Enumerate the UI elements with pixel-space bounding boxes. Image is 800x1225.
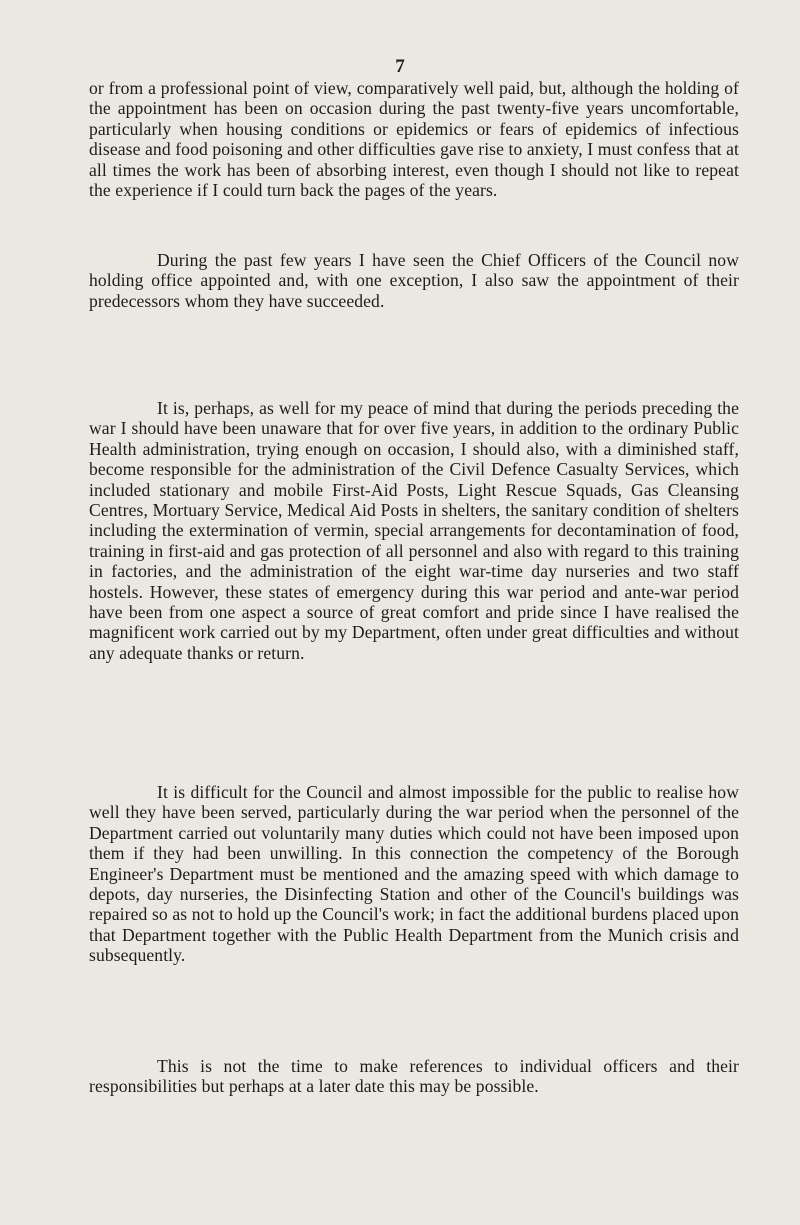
paragraph-council-service — [89, 782, 739, 966]
paragraph-text: It is difficult for the Council and almost impossible for the public to realise how well they have been served, particularly during the war period when the personnel of the Department carried out voluntarily many duties which could not have been imposed upon them if they had been unwilling. In this connection the competency of the Borough Engineer's Department must be mentioned and the amazing speed with which damage to depots, day nurseries, the Disinfecting Station and other of the Council's buildings was repaired so as not to hold up the Council's work; in fact the additional burdens placed upon that Department together with the Public Health Department from the Munich crisis and subsequently. — [89, 782, 739, 966]
paragraph-text: It is, perhaps, as well for my peace of mind that during the periods preceding the war I should have been unaware that for over five years, in addition to the ordinary Public Health administration, trying enough on occasion, I should also, with a diminished staff, become responsible for the administration of the Civil Defence Casualty Services, which included stationary and mobile First-Aid Posts, Light Rescue Squads, Gas Cleansing Centres, Mortuary Service, Medical Aid Posts in shelters, the sanitary condition of shelters including the extermination of vermin, special arrangements for decontamination of food, training in first-aid and gas protection of all personnel and also with regard to this training in factories, and the administration of the eight war-time day nurseries and two staff hostels. However, these states of emergency during this war period and ante-war period have been from one aspect a source of great comfort and pride since I have realised the magnificent work carried out by my Department, often under great difficulties and without any adequate thanks or return. — [89, 398, 739, 663]
paragraph-text: During the past few years I have seen the Chief Officers of the Council now holding office appointed and, with one exception, I also saw the appointment of their predecessors whom they have succeeded. — [89, 250, 739, 311]
paragraph-text: This is not the time to make references to individual officers and their responsibilities but perhaps at a later date this may be possible. — [89, 1056, 739, 1097]
paragraph-text: or from a professional point of view, comparatively well paid, but, although the holding of the appointment has been on occasion during the past twenty-five years uncomfortable, particularly when housing conditions or epidemics or fears of epidemics of infectious disease and food poisoning and other difficulties gave rise to anxiety, I must confess that at all times the work has been of absorbing interest, even though I should not like to repeat the experience if I could turn back the pages of the years. — [89, 78, 739, 201]
paragraph-chief-officers — [89, 250, 739, 311]
page-number: 7 — [395, 56, 405, 77]
paragraph-continuation — [89, 78, 739, 200]
paragraph-closing — [89, 1056, 739, 1097]
paragraph-civil-defence — [89, 398, 739, 663]
